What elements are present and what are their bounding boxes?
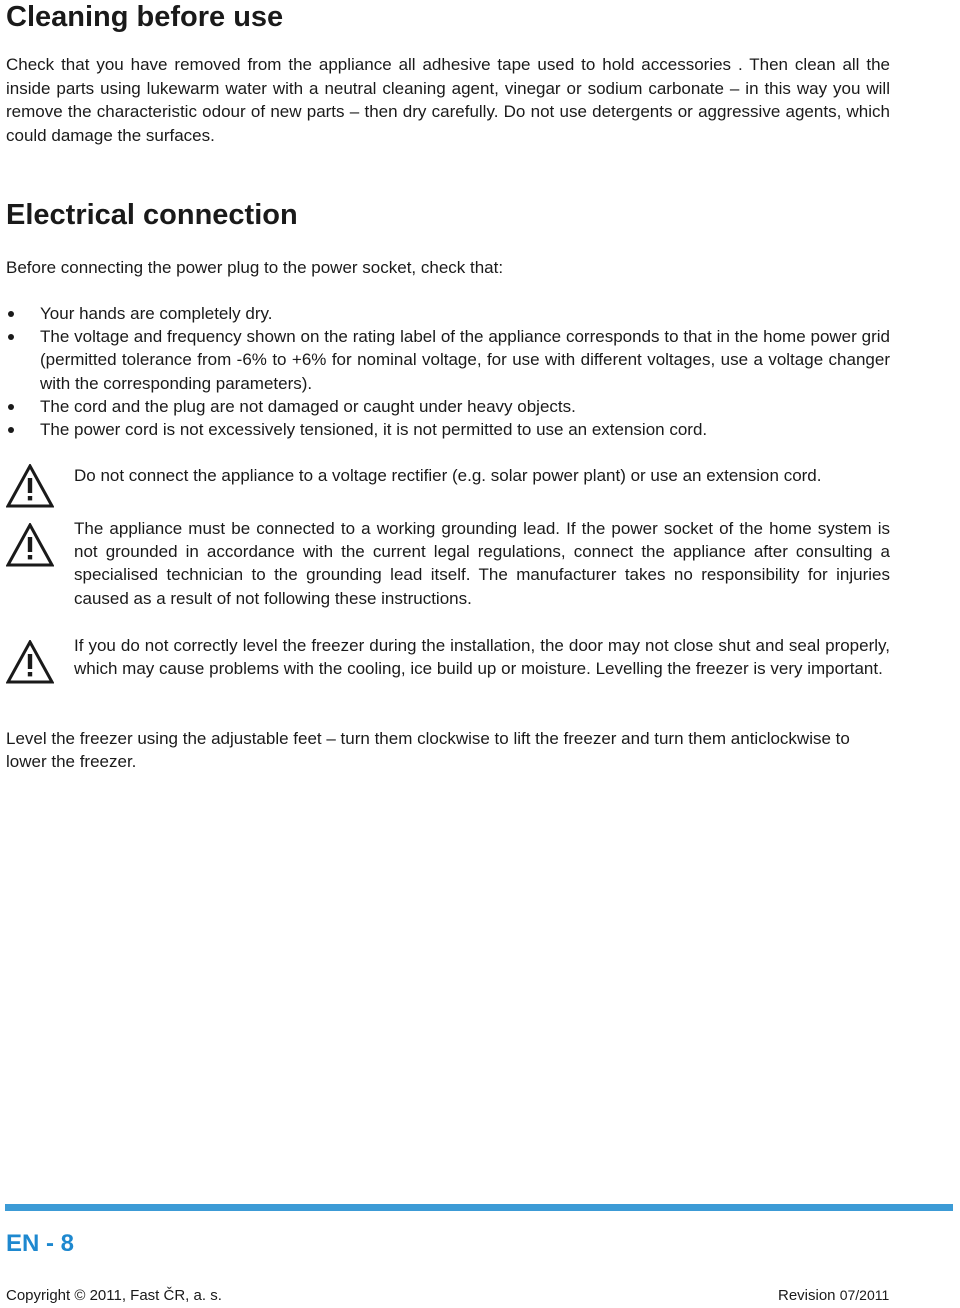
list-item-text: The voltage and frequency shown on the rating label of the appliance corresponds to that in the home power grid (permitted tolerance from -6% to +6% for nominal voltage, for use with different voltages, use a voltage changer with the corresponding parameters). [40,327,890,393]
warning-text: If you do not correctly level the freezer during the installation, the door may not close shut and seal properly, which may cause problems with the cooling, ice build up or moisture. Levelling the freezer is very important. [74,636,890,679]
page-number: EN - 8 [6,1230,75,1257]
list-item [6,302,890,325]
list-item-text: The power cord is not excessively tensioned, it is not permitted to use an extension cord. [40,420,708,440]
list-item [6,325,890,395]
bullet-icon [8,311,14,317]
electrical-intro: Before connecting the power plug to the power socket, check that: [6,258,504,277]
warning-text: Do not connect the appliance to a voltage rectifier (e.g. solar power plant) or use an extension cord. [74,466,822,485]
copyright-notice: Copyright © 2011, Fast ČR, a. s. [6,1287,222,1304]
section-title-cleaning: Cleaning before use [6,1,284,33]
footer-divider [5,1204,953,1211]
warning-triangle-icon [6,464,54,508]
list-item-text: The cord and the plug are not damaged or caught under heavy objects. [40,396,576,416]
revision-label: Revision [778,1287,836,1304]
list-item [6,418,890,441]
warning-triangle-icon [6,523,54,567]
warning-text: The appliance must be connected to a working grounding lead. If the power socket of the home system is not grounded in accordance with the current legal regulations, connect the appliance after consulting a specialised technician to the grounding lead itself. The manufacturer takes no responsibility for injuries caused as a result of not following these instructions. [74,519,890,608]
revision-info [778,1287,889,1304]
bullet-icon [8,404,14,410]
bullet-icon [8,334,14,340]
list-item [6,395,890,418]
checklist [6,302,890,441]
cleaning-paragraph: Check that you have removed from the appliance all adhesive tape used to hold accessories . Then clean all the inside parts using lukewarm water with a neutral cleaning agent, vinegar or sodium carbonate – in this way you will remove the characteristic odour of new parts – then dry carefully. Do not use detergents or aggressive agents, which could damage the surfaces. [6,55,890,145]
leveling-paragraph: Level the freezer using the adjustable feet – turn them clockwise to lift the freezer and turn them anticlockwise to lower the freezer. [6,729,850,772]
list-item-text: Your hands are completely dry. [40,304,273,323]
section-title-electrical: Electrical connection [6,199,298,231]
warning-triangle-icon [6,640,54,684]
revision-date: 07/2011 [839,1287,890,1303]
bullet-icon [8,427,14,433]
